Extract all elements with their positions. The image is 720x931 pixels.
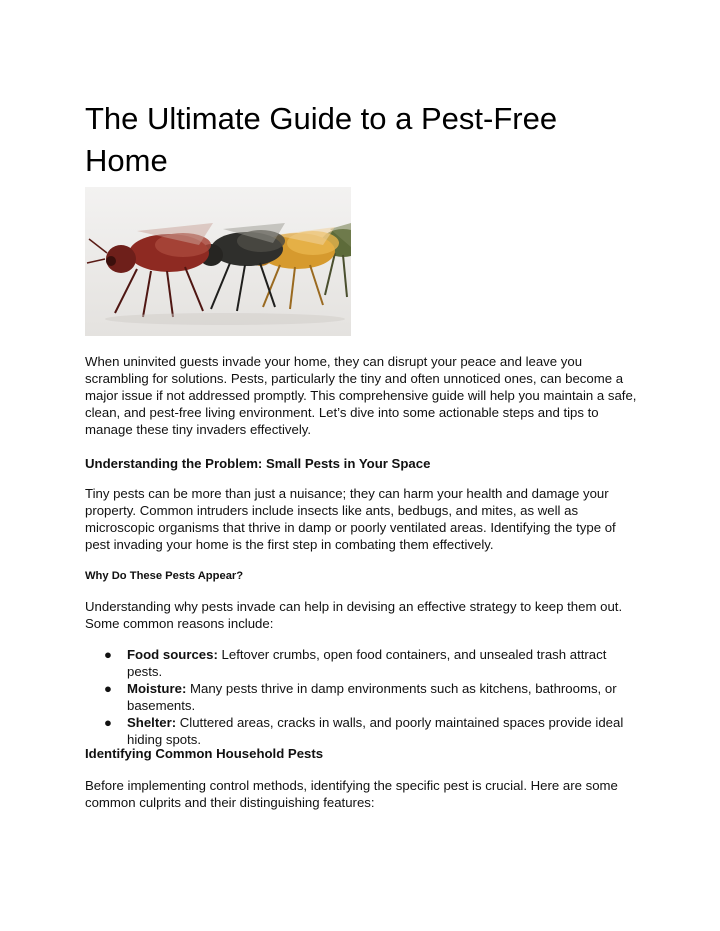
- list-item: [85, 646, 640, 680]
- hero-image: [85, 187, 351, 336]
- list-item: [85, 680, 640, 714]
- list-item-label: Food sources:: [127, 647, 218, 662]
- section-paragraph-why: Understanding why pests invade can help in devising an effective strategy to keep them out. Some common reasons include:: [85, 599, 623, 631]
- list-item-label: Shelter:: [127, 715, 177, 730]
- page-title: The Ultimate Guide to a Pest-Free Home: [85, 101, 558, 178]
- bullet-icon: ●: [104, 647, 112, 662]
- reasons-list: [85, 646, 640, 748]
- list-item-text: Cluttered areas, cracks in walls, and poorly maintained spaces provide ideal hiding spots.: [127, 715, 624, 747]
- list-item-text: Leftover crumbs, open food containers, and unsealed trash attract pests.: [127, 647, 607, 679]
- section-paragraph-identifying: Before implementing control methods, identifying the specific pest is crucial. Here are some common culprits and their distinguishing features:: [85, 778, 618, 810]
- list-item: [85, 714, 640, 748]
- section-heading-why: Why Do These Pests Appear?: [85, 570, 244, 582]
- list-item-text: Many pests thrive in damp environments such as kitchens, bathrooms, or basements.: [127, 681, 617, 713]
- list-item-label: Moisture:: [127, 681, 187, 696]
- section-heading-understanding: Understanding the Problem: Small Pests in Your Space: [85, 456, 431, 471]
- insects-illustration: [85, 187, 351, 336]
- bullet-icon: ●: [104, 681, 112, 696]
- section-heading-identifying: Identifying Common Household Pests: [85, 746, 324, 761]
- bullet-icon: ●: [104, 715, 112, 730]
- intro-paragraph: When uninvited guests invade your home, they can disrupt your peace and leave you scrambling for solutions. Pests, particularly the tiny and often unnoticed ones, can become a major issue if not addressed promptly. This comprehensive guide will help you maintain a safe, clean, and pest-free living environment. Let’s dive into some actionable steps and tips to manage these tiny invaders effectively.: [85, 354, 637, 437]
- section-paragraph-understanding: Tiny pests can be more than just a nuisance; they can harm your health and damage your property. Common intruders include insects like ants, bedbugs, and mites, as well as microscopic organisms that thrive in damp or poorly ventilated areas. Identifying the type of pest invading your home is the first step in combating them effectively.: [85, 486, 616, 552]
